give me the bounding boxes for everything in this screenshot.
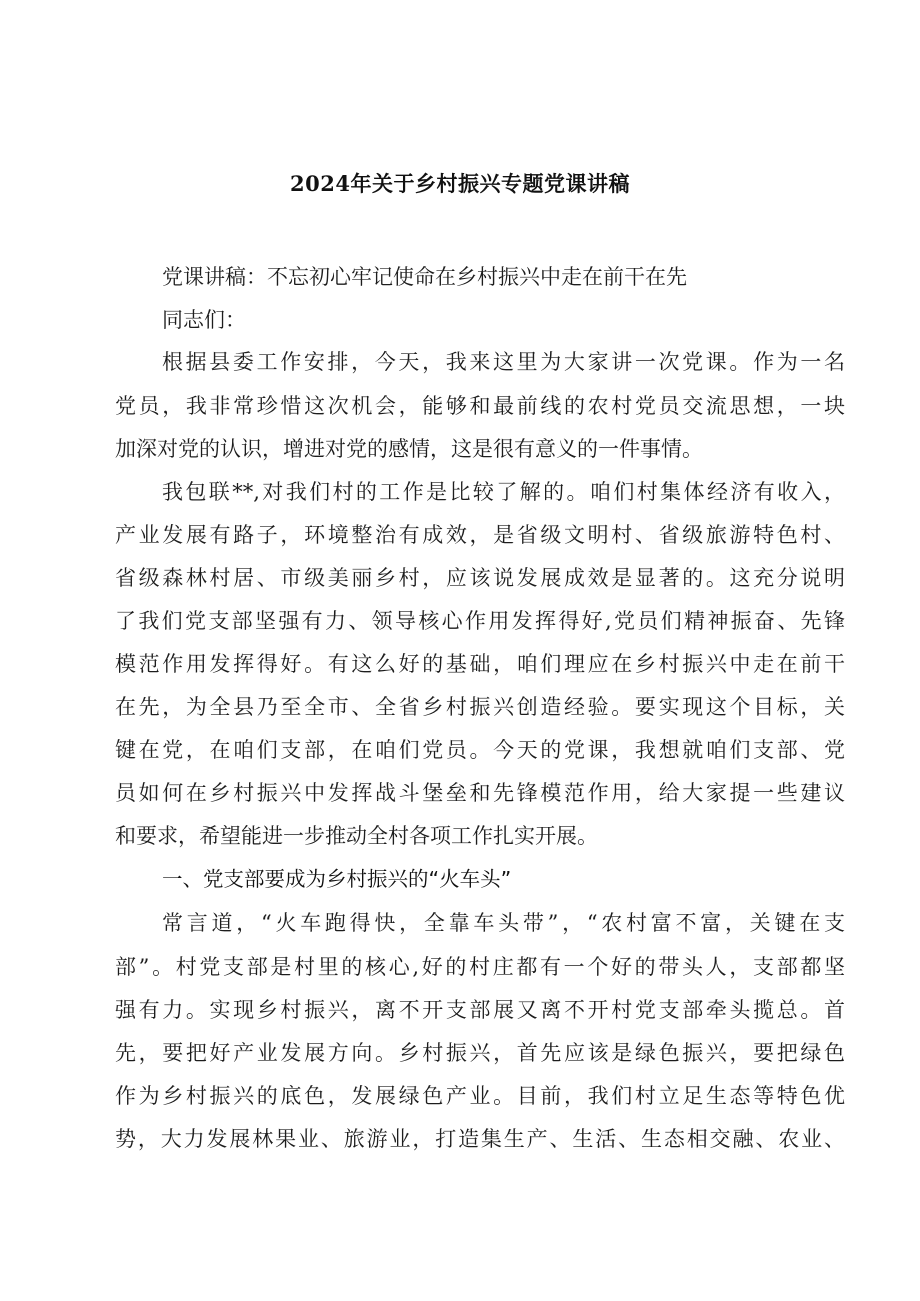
paragraph-line: 我包联**,对我们村的工作是比较了解的。咱们村集体经济有收入， [162,480,845,504]
paragraph-line: 部”。村党支部是村里的核心,好的村庄都有一个好的带头人，支部都坚 [115,955,845,979]
document-title: 2024年关于乡村振兴专题党课讲稿 [290,171,630,196]
paragraph-line: 加深对党的认识，增进对党的感情，这是很有意义的一件事情。 [115,437,703,461]
section-heading: 一、党支部要成为乡村振兴的“火车头” [162,867,512,891]
paragraph-line: 常言道，“火车跑得快，全靠车头带”，“农村富不富，关键在支 [162,911,845,935]
paragraph-line: 了我们党支部坚强有力、领导核心作用发挥得好,党员们精神振奋、先锋 [115,609,845,633]
paragraph-line: 作为乡村振兴的底色，发展绿色产业。目前，我们村立足生态等特色优 [115,1084,845,1108]
paragraph-line: 党员，我非常珍惜这次机会，能够和最前线的农村党员交流思想，一块 [115,394,845,418]
paragraph-line: 势，大力发展林果业、旅游业，打造集生产、生活、生态相交融、农业、 [115,1127,845,1151]
paragraph-line: 在先，为全县乃至全市、全省乡村振兴创造经验。要实现这个目标，关 [115,695,845,719]
paragraph-line: 和要求，希望能进一步推动全村各项工作扎实开展。 [115,824,598,848]
subtitle-line: 党课讲稿：不忘初心牢记使命在乡村振兴中走在前干在先 [162,265,687,289]
paragraph-line: 产业发展有路子，环境整治有成效，是省级文明村、省级旅游特色村、 [115,523,845,547]
paragraph-line: 省级森林村居、市级美丽乡村，应该说发展成效是显著的。这充分说明 [115,566,845,590]
paragraph-line: 键在党，在咱们支部，在咱们党员。今天的党课，我想就咱们支部、党 [115,738,845,762]
paragraph-line: 根据县委工作安排，今天，我来这里为大家讲一次党课。作为一名 [162,350,845,374]
paragraph-line: 强有力。实现乡村振兴，离不开支部展又离不开村党支部牵头揽总。首 [115,998,845,1022]
paragraph-line: 先，要把好产业发展方向。乡村振兴，首先应该是绿色振兴，要把绿色 [115,1041,845,1065]
salutation-line: 同志们： [162,308,246,332]
paragraph-line: 模范作用发挥得好。有这么好的基础，咱们理应在乡村振兴中走在前干 [115,652,845,676]
paragraph-line: 员如何在乡村振兴中发挥战斗堡垒和先锋模范作用，给大家提一些建议 [115,781,845,805]
